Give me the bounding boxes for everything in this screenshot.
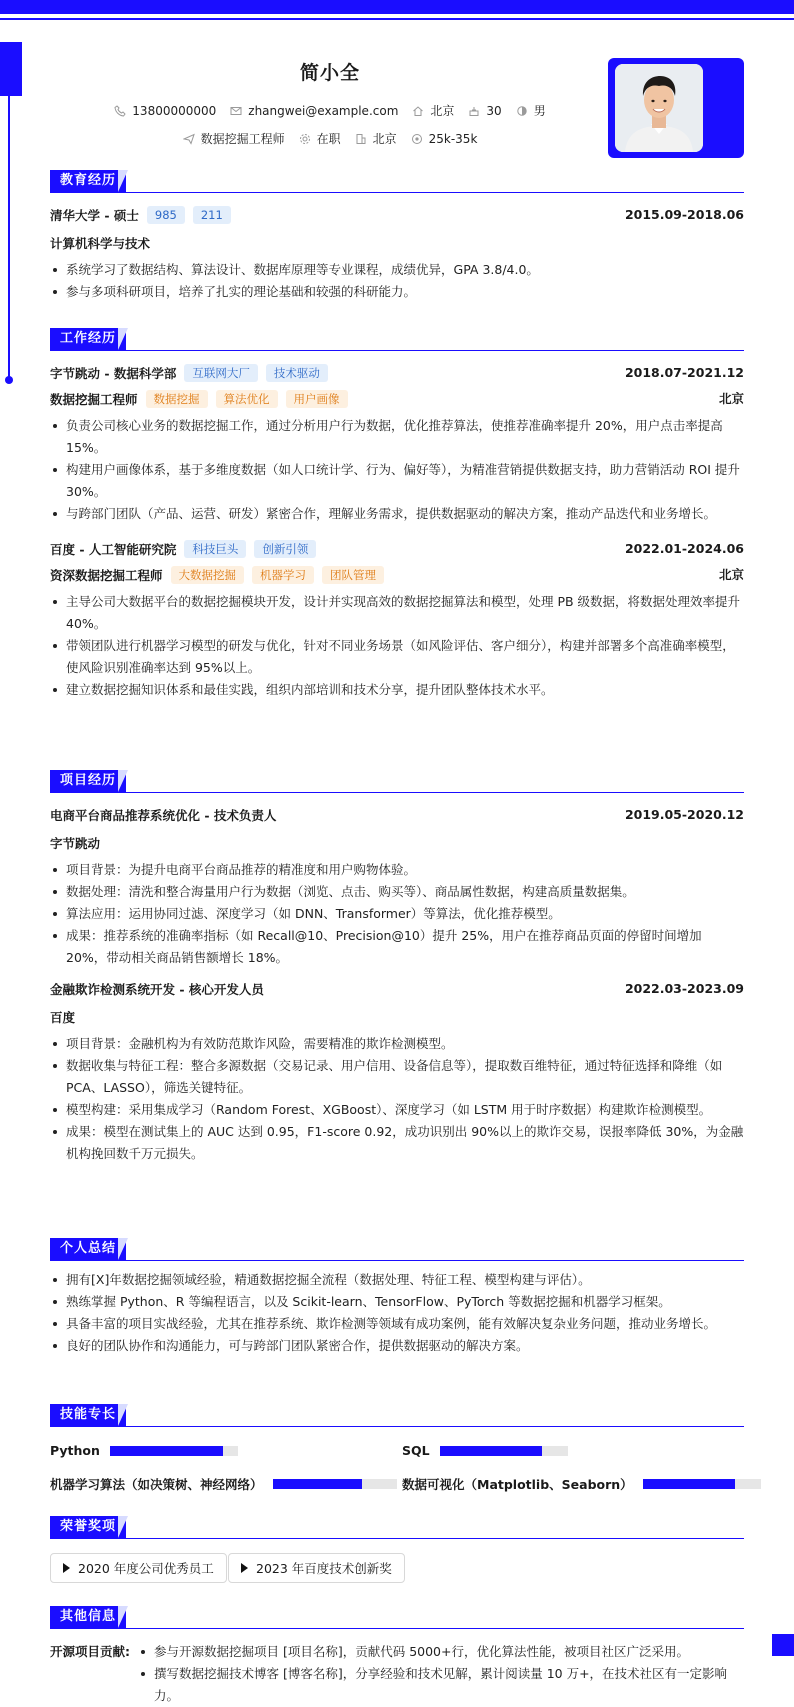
mail-icon bbox=[230, 105, 242, 117]
list-item: 具备丰富的项目实战经验，尤其在推荐系统、欺诈检测等领域有成功案例，能有效解决复杂业务问题，推动业务增长。 bbox=[50, 1313, 744, 1335]
job-entry-header bbox=[50, 363, 744, 383]
major: 计算机科学与技术 bbox=[50, 236, 151, 251]
school-name: 清华大学 - 硕士 bbox=[50, 208, 139, 223]
job-bullets bbox=[50, 591, 744, 701]
section-title: 其他信息 bbox=[50, 1606, 126, 1628]
list-item: 构建用户画像体系，基于多维度数据（如人口统计学、行为、偏好等），为精准营销提供数据支持，助力营销活动 ROI 提升 30%。 bbox=[50, 459, 744, 503]
section-title: 荣誉奖项 bbox=[50, 1516, 126, 1538]
list-item: 项目背景：为提升电商平台商品推荐的精准度和用户购物体验。 bbox=[50, 859, 744, 881]
list-item: 项目背景：金融机构为有效防范欺诈风险，需要精准的欺诈检测模型。 bbox=[50, 1033, 744, 1055]
awards-section bbox=[50, 1516, 744, 1581]
job-role-row bbox=[50, 565, 744, 585]
phone-info: 13800000000 bbox=[114, 102, 216, 119]
side-accent-block bbox=[0, 42, 22, 96]
education-section bbox=[50, 170, 744, 303]
list-item: 算法应用：运用协同过滤、深度学习（如 DNN、Transformer）等算法，优化推荐模型。 bbox=[50, 903, 744, 925]
skill-item bbox=[50, 1443, 238, 1458]
top-accent-bar bbox=[0, 0, 794, 14]
list-item: 拥有[X]年数据挖掘领域经验，精通数据挖掘全流程（数据处理、特征工程、模型构建与评估）。 bbox=[50, 1269, 744, 1291]
project-bullets bbox=[50, 859, 744, 969]
role-tag: 机器学习 bbox=[252, 566, 314, 584]
photo-frame bbox=[608, 58, 744, 158]
award-item: 2023 年百度技术创新奖 bbox=[228, 1553, 405, 1583]
skill-level-fill bbox=[110, 1446, 223, 1456]
award-item: 2020 年度公司优秀员工 bbox=[50, 1553, 227, 1583]
school-tag: 211 bbox=[193, 206, 231, 224]
triangle-icon bbox=[241, 1563, 248, 1573]
list-item: 与跨部门团队（产品、运营、研发）紧密合作，理解业务需求，提供数据驱动的解决方案，推动产品迭代和业务增长。 bbox=[50, 503, 744, 525]
education-date: 2015.09-2018.06 bbox=[624, 207, 744, 222]
side-timeline-line bbox=[8, 96, 10, 378]
email-info: zhangwei@example.com bbox=[230, 102, 398, 119]
role-tag: 团队管理 bbox=[322, 566, 384, 584]
skill-level-fill bbox=[440, 1446, 542, 1456]
skill-level-fill bbox=[643, 1479, 735, 1489]
section-title: 技能专长 bbox=[50, 1404, 126, 1426]
gender-icon bbox=[516, 105, 528, 117]
list-item: 模型构建：采用集成学习（Random Forest、XGBoost）、深度学习（如 LSTM 用于时序数据）构建欺诈检测模型。 bbox=[50, 1099, 744, 1121]
skill-name: 机器学习算法（如决策树、神经网络） bbox=[50, 1477, 263, 1492]
projects-section bbox=[50, 770, 744, 1165]
list-item: 参与开源数据挖掘项目 [项目名称]，贡献代码 5000+行，优化算法性能，被项目社区广泛采用。 bbox=[138, 1641, 744, 1663]
job-role: 资深数据挖掘工程师 bbox=[50, 568, 163, 583]
candidate-name: 简小全 bbox=[299, 62, 360, 84]
project-entry-header bbox=[50, 805, 744, 825]
gear-icon bbox=[299, 133, 311, 145]
education-title-bar bbox=[50, 170, 744, 193]
location-info: 北京 bbox=[412, 102, 454, 119]
other-label: 开源项目贡献: bbox=[50, 1644, 130, 1659]
list-item: 熟练掌握 Python、R 等编程语言，以及 Scikit-learn、TensorFlow、PyTorch 等数据挖掘和机器学习框架。 bbox=[50, 1291, 744, 1313]
phone-icon bbox=[114, 105, 126, 117]
other-title-bar bbox=[50, 1606, 744, 1629]
projects-title-bar bbox=[50, 770, 744, 793]
company-tag: 技术驱动 bbox=[266, 364, 328, 382]
list-item: 成果：模型在测试集上的 AUC 达到 0.95，F1-score 0.92，成功识别出 90%以上的欺诈交易，误报率降低 30%，为金融机构挽回数千万元损失。 bbox=[50, 1121, 744, 1165]
triangle-icon bbox=[63, 1563, 70, 1573]
role-tag: 大数据挖掘 bbox=[171, 566, 245, 584]
list-item: 数据收集与特征工程：整合多源数据（交易记录、用户信用、设备信息等），提取数百维特征，通过特征选择和降维（如 PCA、LASSO），筛选关键特征。 bbox=[50, 1055, 744, 1099]
other-bullets bbox=[138, 1641, 744, 1707]
side-timeline-dot bbox=[5, 376, 13, 384]
section-title: 个人总结 bbox=[50, 1238, 126, 1260]
project-org: 百度 bbox=[50, 1010, 76, 1025]
job-bullets bbox=[50, 415, 744, 525]
job-city: 北京 bbox=[718, 567, 744, 582]
job-row bbox=[50, 130, 610, 147]
company-tag: 互联网大厂 bbox=[184, 364, 258, 382]
list-item: 建立数据挖掘知识体系和最佳实践，组织内部培训和技术分享，提升团队整体技术水平。 bbox=[50, 679, 744, 701]
role-tag: 算法优化 bbox=[216, 390, 278, 408]
section-title: 项目经历 bbox=[50, 770, 126, 792]
skill-level-bar bbox=[440, 1446, 568, 1456]
list-item: 良好的团队协作和沟通能力，可与跨部门团队紧密合作，提供数据驱动的解决方案。 bbox=[50, 1335, 744, 1357]
gender-info: 男 bbox=[516, 102, 546, 119]
list-item: 撰写数据挖掘技术博客 [博客名称]，分享经验和技术见解，累计阅读量 10 万+，在技术社区有一定影响力。 bbox=[138, 1663, 744, 1707]
awards-title-bar bbox=[50, 1516, 744, 1539]
skill-level-bar bbox=[273, 1479, 397, 1489]
other-content bbox=[50, 1641, 744, 1707]
work-section bbox=[50, 328, 744, 701]
profile-photo bbox=[615, 64, 703, 152]
coin-icon bbox=[411, 133, 423, 145]
skill-level-bar bbox=[110, 1446, 238, 1456]
list-item: 成果：推荐系统的准确率指标（如 Recall@10、Precision@10）提升 25%，用户在推荐商品页面的停留时间增加 20%，带动相关商品销售额增长 18%。 bbox=[50, 925, 744, 969]
age-info: 30 bbox=[468, 102, 501, 119]
skill-name: 数据可视化（Matplotlib、Seaborn） bbox=[402, 1477, 633, 1492]
project-entry-header bbox=[50, 979, 744, 999]
skill-name: Python bbox=[50, 1443, 100, 1458]
role-tag: 用户画像 bbox=[286, 390, 348, 408]
project-org: 字节跳动 bbox=[50, 836, 101, 851]
job-date: 2022.01-2024.06 bbox=[624, 541, 744, 556]
summary-title-bar bbox=[50, 1238, 744, 1261]
skill-name: SQL bbox=[402, 1443, 430, 1458]
project-date: 2019.05-2020.12 bbox=[624, 807, 744, 822]
summary-bullets bbox=[50, 1269, 744, 1357]
building-icon bbox=[355, 133, 367, 145]
project-name: 电商平台商品推荐系统优化 - 技术负责人 bbox=[50, 808, 277, 823]
job-role-row bbox=[50, 389, 744, 409]
job-city: 北京 bbox=[718, 391, 744, 406]
list-item: 参与多项科研项目，培养了扎实的理论基础和较强的科研能力。 bbox=[50, 281, 744, 303]
top-accent-line bbox=[0, 18, 794, 20]
list-item: 主导公司大数据平台的数据挖掘模块开发，设计并实现高效的数据挖掘算法和模型，处理 PB 级数据，将数据处理效率提升 40%。 bbox=[50, 591, 744, 635]
company-tag: 创新引领 bbox=[254, 540, 316, 558]
skill-item bbox=[402, 1443, 568, 1458]
education-entry-header bbox=[50, 205, 744, 225]
other-section bbox=[50, 1606, 744, 1707]
work-title-bar bbox=[50, 328, 744, 351]
skill-item bbox=[50, 1475, 397, 1493]
salary-info: 25k-35k bbox=[411, 130, 478, 147]
status-info: 在职 bbox=[299, 130, 341, 147]
skills-section bbox=[50, 1404, 744, 1427]
home-icon bbox=[412, 105, 424, 117]
city-info: 北京 bbox=[355, 130, 397, 147]
contact-row bbox=[50, 102, 610, 119]
section-title: 教育经历 bbox=[50, 170, 126, 192]
list-item: 负责公司核心业务的数据挖掘工作，通过分析用户行为数据，优化推荐算法，使推荐准确率提升 20%，用户点击率提高 15%。 bbox=[50, 415, 744, 459]
skill-level-fill bbox=[273, 1479, 362, 1489]
education-bullets bbox=[50, 259, 744, 303]
awards-list bbox=[50, 1553, 744, 1581]
company-name: 百度 - 人工智能研究院 bbox=[50, 542, 177, 557]
bottom-right-accent-block bbox=[772, 1634, 794, 1656]
company-tag: 科技巨头 bbox=[184, 540, 246, 558]
list-item: 数据处理：清洗和整合海量用户行为数据（浏览、点击、购买等）、商品属性数据，构建高质量数据集。 bbox=[50, 881, 744, 903]
job-date: 2018.07-2021.12 bbox=[624, 365, 744, 380]
company-name: 字节跳动 - 数据科学部 bbox=[50, 366, 177, 381]
summary-section bbox=[50, 1238, 744, 1357]
list-item: 带领团队进行机器学习模型的研发与优化，针对不同业务场景（如风险评估、客户细分），构建并部署多个高准确率模型，使风险识别准确率达到 95%以上。 bbox=[50, 635, 744, 679]
list-item: 系统学习了数据结构、算法设计、数据库原理等专业课程，成绩优异，GPA 3.8/4.0。 bbox=[50, 259, 744, 281]
role-tag: 数据挖掘 bbox=[146, 390, 208, 408]
project-bullets bbox=[50, 1033, 744, 1165]
job-info: 数据挖掘工程师 bbox=[183, 130, 285, 147]
skill-item bbox=[402, 1475, 761, 1493]
profile-header bbox=[50, 50, 610, 160]
cake-icon bbox=[468, 105, 480, 117]
school-tag: 985 bbox=[147, 206, 185, 224]
section-title: 工作经历 bbox=[50, 328, 126, 350]
send-icon bbox=[183, 133, 195, 145]
project-date: 2022.03-2023.09 bbox=[624, 981, 744, 996]
skill-level-bar bbox=[643, 1479, 761, 1489]
project-name: 金融欺诈检测系统开发 - 核心开发人员 bbox=[50, 982, 264, 997]
job-entry-header bbox=[50, 539, 744, 559]
skills-title-bar bbox=[50, 1404, 744, 1427]
job-role: 数据挖掘工程师 bbox=[50, 392, 138, 407]
